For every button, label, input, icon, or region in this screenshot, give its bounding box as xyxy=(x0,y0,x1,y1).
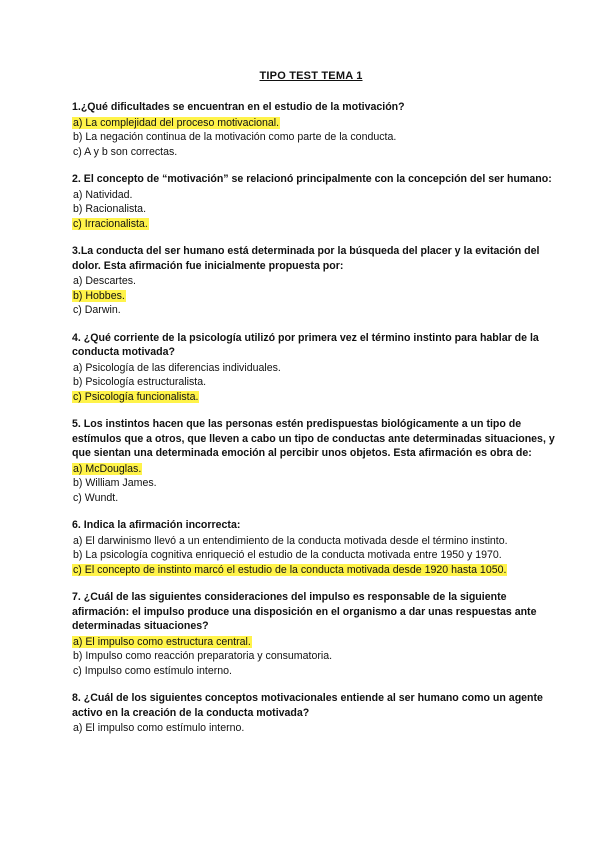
answer-text: a) El impulso como estructura central. xyxy=(73,635,251,648)
answer-text: a) Descartes. xyxy=(73,275,136,287)
answer-option-highlighted xyxy=(72,462,560,477)
answer-text: c) Impulso como estímulo interno. xyxy=(73,664,232,677)
answer-option xyxy=(72,491,560,506)
question-list xyxy=(72,100,560,736)
answer-option xyxy=(72,361,560,376)
answer-option-highlighted xyxy=(72,116,560,131)
answer-option xyxy=(72,476,560,491)
question-2 xyxy=(72,172,560,231)
question-4 xyxy=(72,331,560,405)
answer-option-highlighted xyxy=(72,563,560,578)
question-text: 3.La conducta del ser humano está determinada por la búsqueda del placer y la evitación del dolor. Esta afirmación fue inicialmente propuesta por: xyxy=(72,245,540,272)
question-5 xyxy=(72,417,560,505)
answer-text: a) La complejidad del proceso motivacional. xyxy=(73,116,280,129)
answer-text: a) El impulso como estímulo interno. xyxy=(73,722,245,734)
answer-option xyxy=(72,375,560,390)
answer-option xyxy=(72,721,560,736)
answer-option xyxy=(72,145,560,160)
answer-text: c) Irracionalista. xyxy=(73,217,148,230)
answer-option-highlighted xyxy=(72,289,560,304)
answer-text: a) Natividad. xyxy=(73,188,133,201)
answer-text: a) Psicología de las diferencias individuales. xyxy=(73,361,281,374)
answer-option xyxy=(72,649,560,664)
question-text: 7. ¿Cuál de las siguientes consideraciones del impulso es responsable de la siguiente afirmación: el impulso produce una disposición en el organismo a dar unas respuestas ante determinadas situaciones? xyxy=(72,591,537,632)
answer-text: b) William James. xyxy=(73,477,157,489)
question-6 xyxy=(72,518,560,577)
answer-option-highlighted xyxy=(72,390,560,405)
answer-option xyxy=(72,188,560,203)
answer-text: a) El darwinismo llevó a un entendimiento de la conducta motivada desde el término instinto. xyxy=(73,534,508,547)
answer-text: c) El concepto de instinto marcó el estudio de la conducta motivada desde 1920 hasta 1050. xyxy=(73,563,507,576)
question-text: 2. El concepto de “motivación” se relacionó principalmente con la concepción del ser humano: xyxy=(72,173,552,185)
question-text: 5. Los instintos hacen que las personas estén predispuestas biológicamente a un tipo de estímulos que a otros, que lleven a cabo un tipo de conductas ante determinadas situaciones, y que sientan una determinada emoción al percibir unos objetos. Esta afirmación es obra de: xyxy=(72,418,555,459)
answer-text: b) Hobbes. xyxy=(73,289,125,302)
answer-text: b) Psicología estructuralista. xyxy=(73,376,207,388)
answer-option xyxy=(72,130,560,145)
answer-option xyxy=(72,303,560,318)
answer-text: b) Impulso como reacción preparatoria y consumatoria. xyxy=(73,650,333,662)
answer-option-highlighted xyxy=(72,217,560,232)
question-text: 6. Indica la afirmación incorrecta: xyxy=(72,519,241,531)
answer-text: b) La negación continua de la motivación como parte de la conducta. xyxy=(73,131,397,143)
question-7 xyxy=(72,590,560,678)
answer-option xyxy=(72,548,560,563)
answer-option xyxy=(72,664,560,679)
question-text: 1.¿Qué dificultades se encuentran en el estudio de la motivación? xyxy=(72,101,405,113)
question-3 xyxy=(72,244,560,318)
answer-text: c) Wundt. xyxy=(73,491,119,504)
answer-option-highlighted xyxy=(72,635,560,650)
answer-text: b) Racionalista. xyxy=(73,203,147,215)
answer-text: b) La psicología cognitiva enriqueció el estudio de la conducta motivada entre 1950 y 1970. xyxy=(73,549,502,561)
answer-option xyxy=(72,202,560,217)
answer-text: c) Darwin. xyxy=(73,304,121,316)
document-title: TIPO TEST TEMA 1 xyxy=(259,70,363,82)
answer-option xyxy=(72,534,560,549)
answer-text: c) Psicología funcionalista. xyxy=(73,390,199,403)
question-1 xyxy=(72,100,560,159)
answer-text: c) A y b son correctas. xyxy=(73,145,178,158)
question-text: 8. ¿Cuál de los siguientes conceptos motivacionales entiende al ser humano como un agente activo en la creación de la conducta motivada? xyxy=(72,692,543,719)
question-8 xyxy=(72,691,560,736)
answer-text: a) McDouglas. xyxy=(73,462,142,475)
answer-option xyxy=(72,274,560,289)
question-text: 4. ¿Qué corriente de la psicología utilizó por primera vez el término instinto para hablar de la conducta motivada? xyxy=(72,331,539,358)
